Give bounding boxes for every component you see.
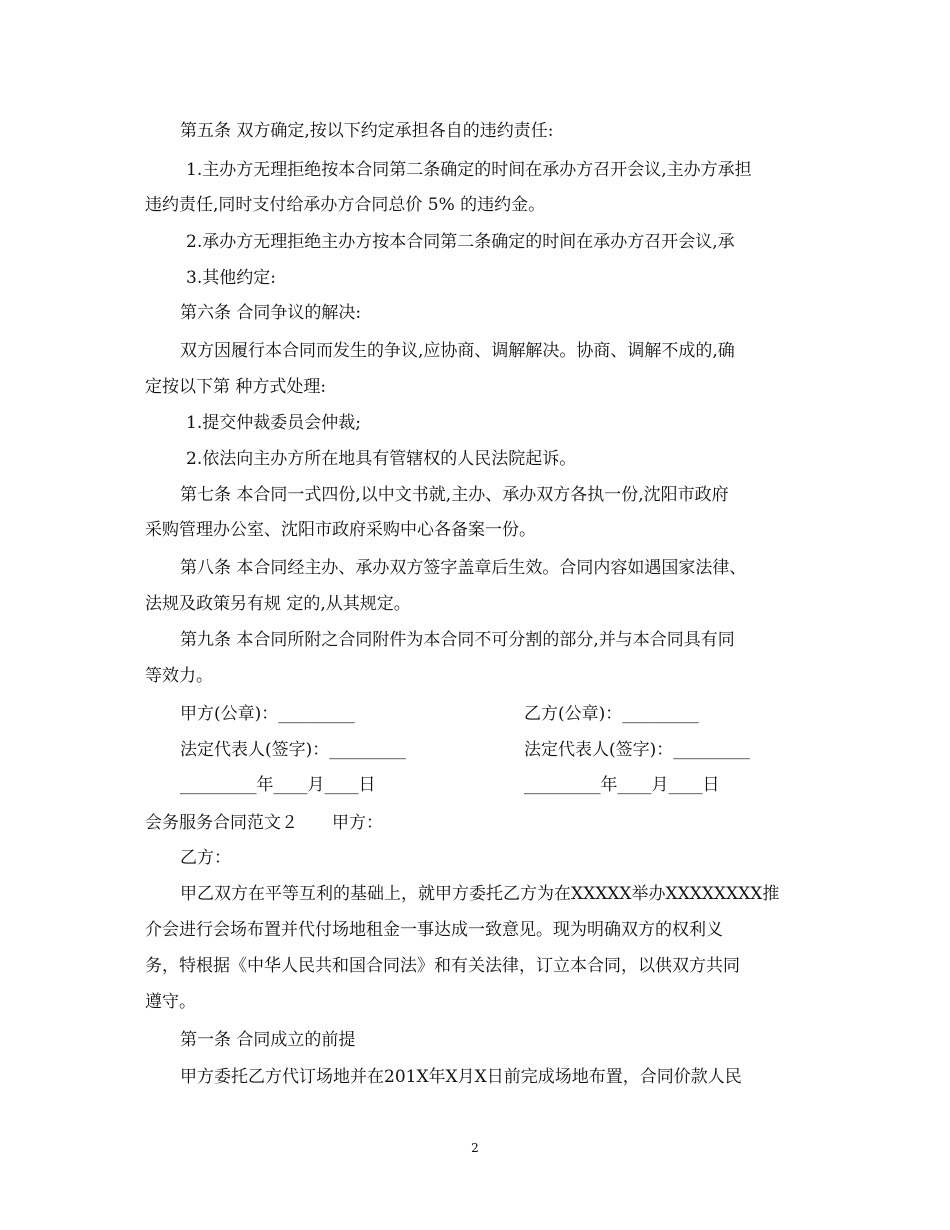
article-6-heading: 第六条 合同争议的解决: xyxy=(180,303,362,323)
article-6-text: 双方因履行本合同而发生的争议,应协商、调解解决。协商、调解不成的,确 xyxy=(180,341,735,361)
party-b-label: 乙方： xyxy=(180,848,231,868)
article-9-text-cont: 等效力。 xyxy=(145,666,213,686)
article-6-text-cont: 定按以下第 种方式处理: xyxy=(145,377,327,397)
article-5-item-1-cont: 违约责任,同时支付给承办方合同总价 5% 的违约金。 xyxy=(145,195,546,215)
preamble-text-cont-3: 遵守。 xyxy=(145,992,196,1012)
article-8-text-cont: 法规及政策另有规 定的,从其规定。 xyxy=(145,594,411,614)
clause-1-text: 甲方委托乙方代订场地并在201X年X月X日前完成场地布置，合同价款人民 xyxy=(180,1067,742,1087)
article-5-item-1: 1.主办方无理拒绝按本合同第二条确定的时间在承办方召开会议,主办方承担 xyxy=(186,160,752,180)
article-5-heading: 第五条 双方确定,按以下约定承担各自的违约责任: xyxy=(180,121,554,141)
party-a-date-line: _________年____月____日 xyxy=(180,775,376,795)
party-b-date-line: _________年____月____日 xyxy=(524,775,720,795)
article-9-text: 第九条 本合同所附之合同附件为本合同不可分割的部分,并与本合同具有同 xyxy=(180,630,735,650)
party-b-seal-line: 乙方(公章)：_________ xyxy=(524,704,699,724)
article-6-option-2: 2.依法向主办方所在地具有管辖权的人民法院起诉。 xyxy=(186,449,577,469)
contract-2-title: 会务服务合同范文２ 甲方： xyxy=(145,813,383,833)
article-5-item-3: 3.其他约定: xyxy=(186,268,276,288)
article-8-text: 第八条 本合同经主办、承办双方签字盖章后生效。合同内容如遇国家法律、 xyxy=(180,558,747,578)
party-a-seal-line: 甲方(公章)：_________ xyxy=(180,704,355,724)
article-7-text: 第七条 本合同一式四份,以中文书就,主办、承办双方各执一份,沈阳市政府 xyxy=(180,485,729,505)
article-6-option-1: 1.提交仲裁委员会仲裁; xyxy=(186,413,361,433)
article-7-text-cont: 采购管理办公室、沈阳市政府采购中心各备案一份。 xyxy=(145,520,536,540)
party-b-rep-line: 法定代表人(签字)：_________ xyxy=(524,740,750,760)
preamble-text: 甲乙双方在平等互利的基础上，就甲方委托乙方为在XXXXX举办XXXXXXXX推 xyxy=(180,884,780,904)
article-5-item-2: 2.承办方无理拒绝主办方按本合同第二条确定的时间在承办方召开会议,承 xyxy=(186,232,735,252)
party-a-rep-line: 法定代表人(签字)：_________ xyxy=(180,740,406,760)
page-number: 2 xyxy=(471,1141,479,1155)
preamble-text-cont-2: 务，特根据《中华人民共和国合同法》和有关法律，订立本合同，以供双方共同 xyxy=(145,956,740,976)
preamble-text-cont-1: 介会进行会场布置并代付场地租金一事达成一致意见。现为明确双方的权利义 xyxy=(145,920,723,940)
clause-1-heading: 第一条 合同成立的前提 xyxy=(180,1030,356,1050)
